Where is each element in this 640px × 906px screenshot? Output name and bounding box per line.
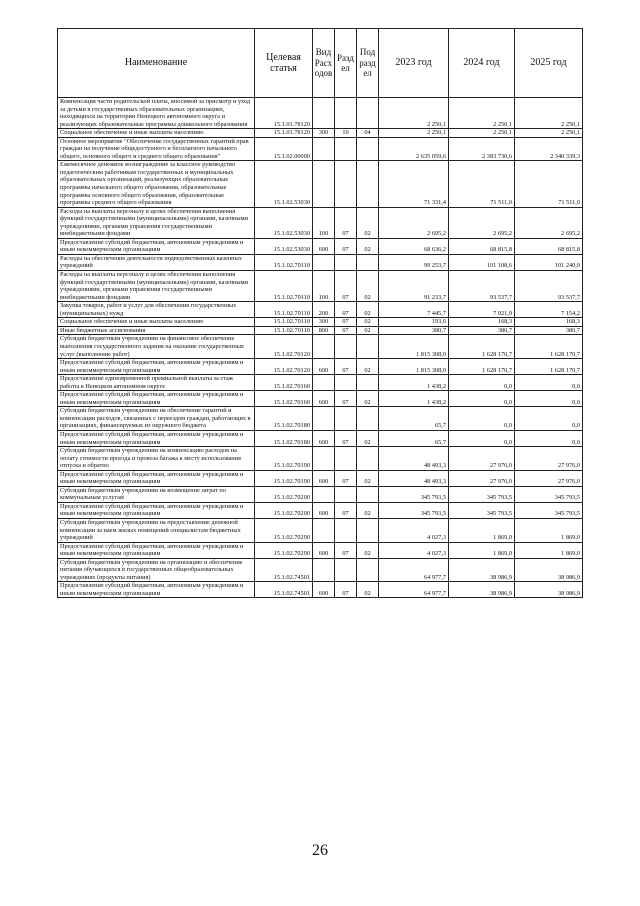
- row-section-cell: 07: [335, 430, 357, 446]
- page-number: 26: [312, 842, 328, 859]
- row-value-2023-cell: 4 027,3: [379, 518, 449, 542]
- header-target-article: Целевая статья: [255, 29, 313, 98]
- row-name-cell: Основное мероприятие "Обеспечение государственных гарантий прав граждан на получение общедоступного и бесплатного начального общего, основного общего и среднего общего образования": [58, 137, 255, 161]
- row-value-2025-cell: 1 869,0: [515, 542, 583, 558]
- row-name-cell: Предоставление субсидий бюджетным, автономным учреждениям и иным некоммерческим организациям: [58, 502, 255, 518]
- row-name-cell: Субсидии бюджетным учреждениям на обеспечение гарантий и компенсации расходов, связанных с переездом граждан, работающих в организациях, финансируемых из окружного бюджета: [58, 407, 255, 431]
- row-value-2023-cell: 2 695,2: [379, 207, 449, 238]
- row-name-cell: Предоставление субсидий бюджетным, автономным учреждениям и иным некоммерческим организациям: [58, 582, 255, 598]
- row-subsection-cell: [357, 254, 379, 270]
- row-subsection-cell: 02: [357, 271, 379, 302]
- row-target-article-cell: 15.1.02.00000: [255, 137, 313, 161]
- row-expense-type-cell: [313, 558, 335, 582]
- row-name-cell: Предоставление субсидий бюджетным, автономным учреждениям и иным некоммерческим организациям: [58, 359, 255, 375]
- row-section-cell: 07: [335, 470, 357, 486]
- row-name-cell: Социальное обеспечение и иные выплаты населению: [58, 129, 255, 138]
- row-section-cell: [335, 335, 357, 359]
- row-expense-type-cell: 600: [313, 359, 335, 375]
- row-section-cell: [335, 558, 357, 582]
- row-name-cell: Компенсация части родительской платы, вносимой за присмотр и уход за детьми в государственных образовательных организациях, находящихся на территории Ненецкого автономного округа и реализующих образовательные программы дошкольного образования: [58, 98, 255, 129]
- row-value-2025-cell: 0,0: [515, 375, 583, 391]
- table-row: [58, 542, 583, 558]
- row-value-2025-cell: 168,3: [515, 318, 583, 327]
- row-target-article-cell: 15.1.02.70190: [255, 447, 313, 471]
- row-expense-type-cell: [313, 447, 335, 471]
- row-target-article-cell: 15.1.02.70290: [255, 542, 313, 558]
- row-subsection-cell: [357, 98, 379, 129]
- row-value-2024-cell: 380,7: [449, 326, 515, 335]
- row-section-cell: 07: [335, 582, 357, 598]
- row-value-2025-cell: 0,0: [515, 407, 583, 431]
- table-row: [58, 207, 583, 238]
- row-section-cell: 07: [335, 302, 357, 318]
- row-value-2023-cell: 345 793,5: [379, 502, 449, 518]
- row-value-2023-cell: 380,7: [379, 326, 449, 335]
- row-name-cell: Расходы на обеспечение деятельности подведомственных казенных учреждений: [58, 254, 255, 270]
- row-target-article-cell: 15.1.02.70200: [255, 486, 313, 502]
- row-section-cell: 07: [335, 542, 357, 558]
- row-name-cell: Предоставление единовременной премиальной выплаты за стаж работы в Ненецком автономном округе: [58, 375, 255, 391]
- row-section-cell: 07: [335, 207, 357, 238]
- row-value-2023-cell: 2 250,1: [379, 98, 449, 129]
- row-name-cell: Субсидии бюджетным учреждениям на предоставление денежной компенсации за наем жилых помещений специалистам бюджетных учреждений: [58, 518, 255, 542]
- row-value-2024-cell: 1 869,0: [449, 542, 515, 558]
- row-expense-type-cell: 300: [313, 318, 335, 327]
- row-target-article-cell: 15.1.01.78120: [255, 129, 313, 138]
- row-target-article-cell: 15.1.02.53030: [255, 238, 313, 254]
- row-value-2025-cell: 68 815,8: [515, 238, 583, 254]
- row-subsection-cell: 02: [357, 582, 379, 598]
- row-name-cell: Предоставление субсидий бюджетным, автономным учреждениям и иным некоммерческим организациям: [58, 430, 255, 446]
- row-expense-type-cell: [313, 375, 335, 391]
- row-target-article-cell: 15.1.02.70110: [255, 326, 313, 335]
- row-value-2025-cell: 345 793,5: [515, 502, 583, 518]
- row-value-2023-cell: 1 815 308,0: [379, 335, 449, 359]
- row-subsection-cell: 02: [357, 391, 379, 407]
- row-value-2024-cell: 38 986,9: [449, 582, 515, 598]
- row-value-2024-cell: 71 511,0: [449, 161, 515, 207]
- header-year-2023: 2023 год: [379, 29, 449, 98]
- row-name-cell: Социальное обеспечение и иные выплаты населению: [58, 318, 255, 327]
- row-target-article-cell: 15.1.02.74501: [255, 558, 313, 582]
- row-value-2024-cell: 0,0: [449, 375, 515, 391]
- table-row: [58, 98, 583, 129]
- header-subsection: Подраздел: [357, 29, 379, 98]
- row-value-2025-cell: 1 628 170,7: [515, 335, 583, 359]
- row-target-article-cell: 15.1.02.70120: [255, 359, 313, 375]
- row-expense-type-cell: 600: [313, 582, 335, 598]
- table-row: [58, 302, 583, 318]
- row-value-2025-cell: 7 154,2: [515, 302, 583, 318]
- table-row: [58, 238, 583, 254]
- row-value-2023-cell: 1 438,2: [379, 375, 449, 391]
- row-value-2025-cell: 2 250,1: [515, 98, 583, 129]
- row-subsection-cell: 02: [357, 238, 379, 254]
- row-value-2023-cell: 91 233,7: [379, 271, 449, 302]
- row-section-cell: 07: [335, 326, 357, 335]
- row-value-2024-cell: 345 793,5: [449, 486, 515, 502]
- row-section-cell: [335, 254, 357, 270]
- row-value-2025-cell: 93 537,7: [515, 271, 583, 302]
- row-name-cell: Предоставление субсидий бюджетным, автономным учреждениям и иным некоммерческим организациям: [58, 238, 255, 254]
- row-target-article-cell: 15.1.02.74501: [255, 582, 313, 598]
- row-target-article-cell: 15.1.02.70110: [255, 318, 313, 327]
- row-value-2023-cell: 64 977,7: [379, 582, 449, 598]
- row-subsection-cell: 02: [357, 302, 379, 318]
- row-expense-type-cell: 600: [313, 238, 335, 254]
- row-section-cell: [335, 486, 357, 502]
- row-subsection-cell: 02: [357, 318, 379, 327]
- table-row: [58, 447, 583, 471]
- table-row: [58, 375, 583, 391]
- row-value-2025-cell: 27 976,0: [515, 470, 583, 486]
- table-row: [58, 407, 583, 431]
- row-value-2024-cell: 0,0: [449, 391, 515, 407]
- row-expense-type-cell: 600: [313, 430, 335, 446]
- row-expense-type-cell: 600: [313, 542, 335, 558]
- table-row: [58, 137, 583, 161]
- row-subsection-cell: [357, 335, 379, 359]
- row-subsection-cell: [357, 558, 379, 582]
- row-subsection-cell: 02: [357, 502, 379, 518]
- budget-table: [57, 28, 583, 598]
- row-expense-type-cell: [313, 335, 335, 359]
- row-value-2024-cell: 2 695,2: [449, 207, 515, 238]
- row-value-2024-cell: 7 021,9: [449, 302, 515, 318]
- row-value-2024-cell: 2 383 730,6: [449, 137, 515, 161]
- row-expense-type-cell: [313, 486, 335, 502]
- row-value-2024-cell: 27 976,0: [449, 447, 515, 471]
- row-section-cell: 07: [335, 502, 357, 518]
- row-section-cell: 07: [335, 318, 357, 327]
- header-name: Наименование: [58, 29, 255, 98]
- row-section-cell: 07: [335, 238, 357, 254]
- row-value-2023-cell: 68 636,2: [379, 238, 449, 254]
- row-section-cell: [335, 447, 357, 471]
- row-name-cell: Расходы на выплаты персоналу в целях обеспечения выполнения функций государственными (муниципальными) органами, казенными учреждениями, органами управления государственными внебюджетными фондами: [58, 271, 255, 302]
- table-row: [58, 271, 583, 302]
- row-section-cell: 07: [335, 391, 357, 407]
- row-target-article-cell: 15.1.02.53030: [255, 207, 313, 238]
- row-target-article-cell: 15.1.02.70120: [255, 335, 313, 359]
- row-value-2024-cell: 345 793,5: [449, 502, 515, 518]
- row-target-article-cell: 15.1.02.70180: [255, 430, 313, 446]
- row-subsection-cell: 02: [357, 470, 379, 486]
- row-expense-type-cell: 600: [313, 470, 335, 486]
- table-row: [58, 391, 583, 407]
- row-value-2025-cell: 2 250,1: [515, 129, 583, 138]
- row-subsection-cell: [357, 407, 379, 431]
- row-value-2025-cell: 0,0: [515, 391, 583, 407]
- row-value-2023-cell: 99 253,7: [379, 254, 449, 270]
- table-row: [58, 470, 583, 486]
- row-subsection-cell: 02: [357, 207, 379, 238]
- row-subsection-cell: 02: [357, 359, 379, 375]
- row-subsection-cell: 02: [357, 326, 379, 335]
- row-value-2023-cell: 64 977,7: [379, 558, 449, 582]
- row-value-2023-cell: 71 331,4: [379, 161, 449, 207]
- table-body: [58, 98, 583, 598]
- row-expense-type-cell: 200: [313, 302, 335, 318]
- row-value-2024-cell: 168,3: [449, 318, 515, 327]
- row-value-2025-cell: 345 793,5: [515, 486, 583, 502]
- row-value-2025-cell: 27 976,0: [515, 447, 583, 471]
- row-value-2024-cell: 2 250,1: [449, 129, 515, 138]
- row-expense-type-cell: [313, 254, 335, 270]
- row-value-2023-cell: 48 493,3: [379, 470, 449, 486]
- row-section-cell: 07: [335, 359, 357, 375]
- table-row: [58, 359, 583, 375]
- row-value-2024-cell: 0,0: [449, 407, 515, 431]
- row-value-2025-cell: 38 986,9: [515, 582, 583, 598]
- row-name-cell: Предоставление субсидий бюджетным, автономным учреждениям и иным некоммерческим организациям: [58, 542, 255, 558]
- row-target-article-cell: 15.1.02.70160: [255, 375, 313, 391]
- row-name-cell: Субсидии бюджетным учреждениям на компенсацию расходов на оплату стоимости проезда и провоза багажа к месту использования отпуска и обратно: [58, 447, 255, 471]
- row-target-article-cell: 15.1.02.70110: [255, 302, 313, 318]
- row-value-2024-cell: 0,0: [449, 430, 515, 446]
- row-value-2023-cell: 2 635 059,6: [379, 137, 449, 161]
- row-expense-type-cell: [313, 137, 335, 161]
- row-expense-type-cell: 100: [313, 271, 335, 302]
- row-value-2023-cell: 48 493,3: [379, 447, 449, 471]
- row-target-article-cell: 15.1.02.70290: [255, 518, 313, 542]
- row-subsection-cell: 04: [357, 129, 379, 138]
- row-section-cell: [335, 137, 357, 161]
- table-header-row: [58, 29, 583, 98]
- row-target-article-cell: 15.1.02.70110: [255, 254, 313, 270]
- row-value-2024-cell: 38 986,9: [449, 558, 515, 582]
- row-value-2024-cell: 1 628 170,7: [449, 359, 515, 375]
- row-value-2024-cell: 27 976,0: [449, 470, 515, 486]
- row-value-2025-cell: 2 340 339,3: [515, 137, 583, 161]
- table-row: [58, 335, 583, 359]
- row-expense-type-cell: 300: [313, 129, 335, 138]
- row-section-cell: [335, 375, 357, 391]
- row-value-2025-cell: 101 240,9: [515, 254, 583, 270]
- table-row: [58, 430, 583, 446]
- header-year-2025: 2025 год: [515, 29, 583, 98]
- row-target-article-cell: 15.1.02.70190: [255, 470, 313, 486]
- row-value-2025-cell: 1 628 170,7: [515, 359, 583, 375]
- row-value-2023-cell: 4 027,3: [379, 542, 449, 558]
- row-name-cell: Субсидии бюджетным учреждениям на организацию и обеспечение питания обучающихся в государственных общеобразовательных учреждениях (продукты питания): [58, 558, 255, 582]
- header-expense-type: Вид Расходов: [313, 29, 335, 98]
- row-name-cell: Ежемесячное денежное вознаграждение за классное руководство педагогическим работникам государственных и муниципальных образовательных организаций, реализующих образовательные программы начального общего образования, образовательные программы основного общего образования, образовательные программы среднего общего образования: [58, 161, 255, 207]
- row-name-cell: Иные бюджетные ассигнования: [58, 326, 255, 335]
- row-section-cell: 07: [335, 271, 357, 302]
- row-value-2024-cell: 1 869,0: [449, 518, 515, 542]
- row-value-2024-cell: 2 250,1: [449, 98, 515, 129]
- row-target-article-cell: 15.1.02.70110: [255, 271, 313, 302]
- row-value-2023-cell: 345 793,5: [379, 486, 449, 502]
- row-expense-type-cell: [313, 98, 335, 129]
- table-row: [58, 318, 583, 327]
- table-row: [58, 502, 583, 518]
- row-expense-type-cell: 600: [313, 502, 335, 518]
- row-expense-type-cell: [313, 518, 335, 542]
- row-subsection-cell: 02: [357, 430, 379, 446]
- row-name-cell: Закупка товаров, работ и услуг для обеспечения государственных (муниципальных) нужд: [58, 302, 255, 318]
- row-name-cell: Расходы на выплаты персоналу в целях обеспечения выполнения функций государственными (муниципальными) органами, казенными учреждениями, органами управления государственными внебюджетными фондами: [58, 207, 255, 238]
- header-year-2024: 2024 год: [449, 29, 515, 98]
- table-row: [58, 582, 583, 598]
- row-value-2025-cell: 2 695,2: [515, 207, 583, 238]
- row-section-cell: [335, 407, 357, 431]
- row-subsection-cell: [357, 161, 379, 207]
- row-section-cell: [335, 161, 357, 207]
- row-value-2023-cell: 65,7: [379, 407, 449, 431]
- table-row: [58, 518, 583, 542]
- row-value-2023-cell: 193,6: [379, 318, 449, 327]
- row-expense-type-cell: 100: [313, 207, 335, 238]
- table-row: [58, 161, 583, 207]
- row-value-2025-cell: 0,0: [515, 430, 583, 446]
- row-value-2025-cell: 38 986,9: [515, 558, 583, 582]
- row-subsection-cell: [357, 486, 379, 502]
- row-value-2024-cell: 1 628 170,7: [449, 335, 515, 359]
- row-value-2024-cell: 101 108,6: [449, 254, 515, 270]
- table-row: [58, 129, 583, 138]
- row-value-2023-cell: 2 250,1: [379, 129, 449, 138]
- row-name-cell: Предоставление субсидий бюджетным, автономным учреждениям и иным некоммерческим организациям: [58, 470, 255, 486]
- row-value-2025-cell: 380,7: [515, 326, 583, 335]
- row-value-2025-cell: 1 869,0: [515, 518, 583, 542]
- table-row: [58, 486, 583, 502]
- row-subsection-cell: [357, 518, 379, 542]
- row-value-2025-cell: 71 511,0: [515, 161, 583, 207]
- row-value-2023-cell: 1 815 308,0: [379, 359, 449, 375]
- row-name-cell: Субсидии бюджетным учреждениям на возмещение затрат по коммунальным услугам: [58, 486, 255, 502]
- table-row: [58, 254, 583, 270]
- row-subsection-cell: [357, 447, 379, 471]
- row-name-cell: Субсидии бюджетным учреждениям на финансовое обеспечение выполнения государственного задания на оказание государственных услуг (выполнение работ): [58, 335, 255, 359]
- row-subsection-cell: [357, 137, 379, 161]
- row-subsection-cell: [357, 375, 379, 391]
- row-name-cell: Предоставление субсидий бюджетным, автономным учреждениям и иным некоммерческим организациям: [58, 391, 255, 407]
- row-target-article-cell: 15.1.01.78120: [255, 98, 313, 129]
- table-row: [58, 326, 583, 335]
- row-target-article-cell: 15.1.02.70200: [255, 502, 313, 518]
- row-section-cell: 10: [335, 129, 357, 138]
- table-row: [58, 558, 583, 582]
- row-section-cell: [335, 98, 357, 129]
- row-expense-type-cell: [313, 161, 335, 207]
- row-section-cell: [335, 518, 357, 542]
- row-expense-type-cell: [313, 407, 335, 431]
- row-subsection-cell: 02: [357, 542, 379, 558]
- row-value-2023-cell: 65,7: [379, 430, 449, 446]
- row-target-article-cell: 15.1.02.53030: [255, 161, 313, 207]
- row-value-2023-cell: 1 438,2: [379, 391, 449, 407]
- row-value-2023-cell: 7 445,7: [379, 302, 449, 318]
- row-value-2024-cell: 93 537,7: [449, 271, 515, 302]
- row-expense-type-cell: 600: [313, 391, 335, 407]
- row-target-article-cell: 15.1.02.70160: [255, 391, 313, 407]
- header-section: Раздел: [335, 29, 357, 98]
- row-expense-type-cell: 800: [313, 326, 335, 335]
- row-target-article-cell: 15.1.02.70180: [255, 407, 313, 431]
- row-value-2024-cell: 68 815,8: [449, 238, 515, 254]
